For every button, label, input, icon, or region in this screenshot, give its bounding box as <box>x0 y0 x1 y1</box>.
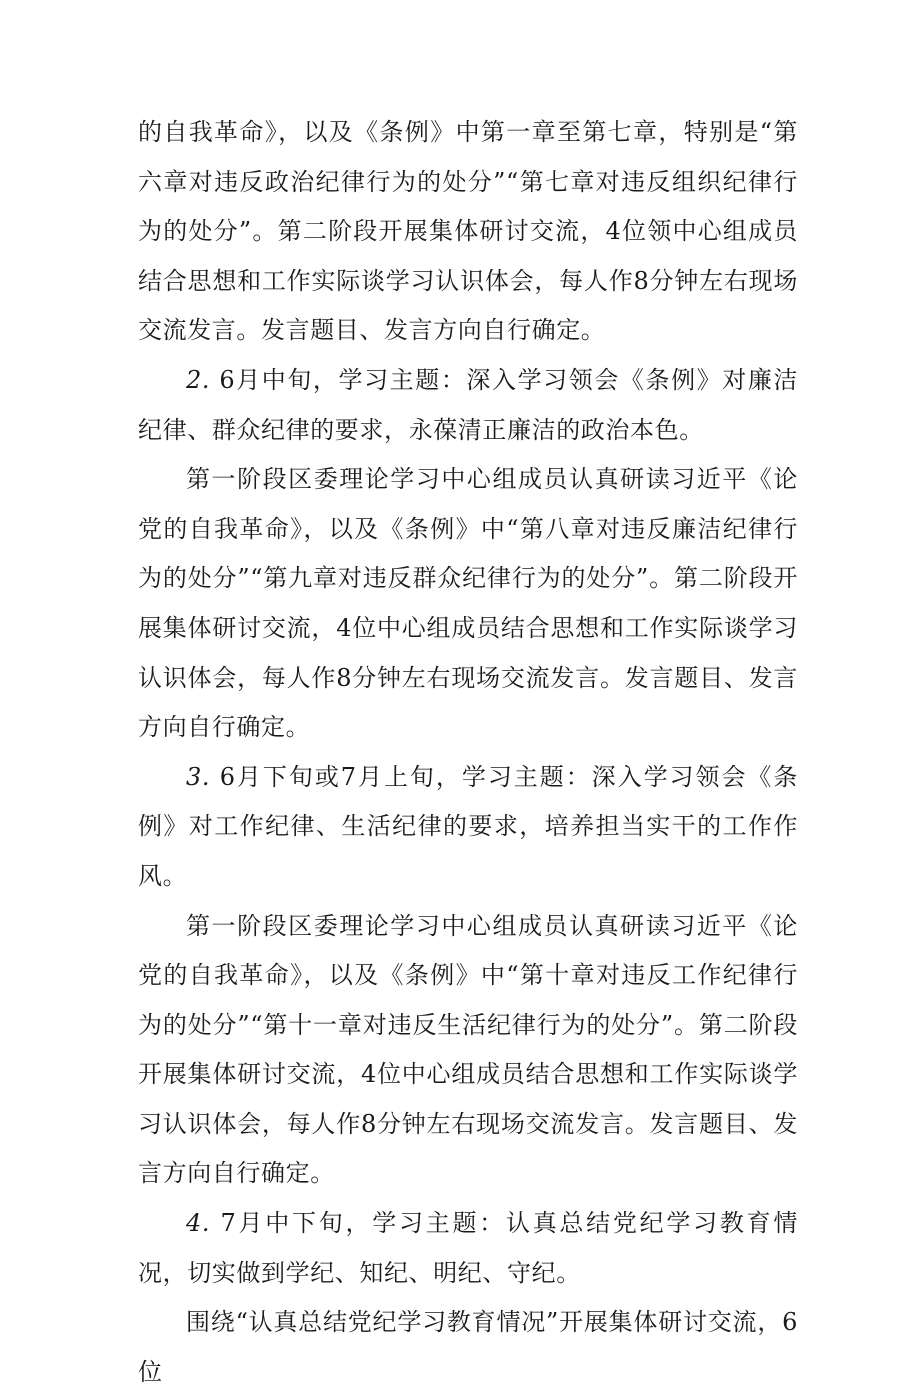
item-3-text: 6月下旬或7月上旬，学习主题：深入学习领会《条例》对工作纪律、生活纪律的要求，培养担当实干的工作作风。 <box>138 762 798 890</box>
item-number: 3. <box>186 762 211 791</box>
paragraph-item-2-detail: 第一阶段区委理论学习中心组成员认真研读习近平《论党的自我革命》，以及《条例》中“第八章对违反廉洁纪律行为的处分”“第九章对违反群众纪律行为的处分”。第二阶段开展集体研讨交流，4位中心组成员结合思想和工作实际谈学习认识体会，每人作8分钟左右现场交流发言。发言题目、发言方向自行确定。 <box>138 465 798 742</box>
paragraph-item-3 <box>138 753 798 902</box>
document-body <box>138 108 798 1397</box>
item-4-text: 7月中下旬，学习主题：认真总结党纪学习教育情况，切实做到学纪、知纪、明纪、守纪。 <box>138 1209 798 1287</box>
paragraph-item-4-detail: 围绕“认真总结党纪学习教育情况”开展集体研讨交流，6位 <box>138 1308 798 1386</box>
item-number: 4. <box>186 1209 211 1238</box>
paragraph-item-4 <box>138 1199 798 1298</box>
item-2-text: 6月中旬，学习主题：深入学习领会《条例》对廉洁纪律、群众纪律的要求，永葆清正廉洁的政治本色。 <box>138 365 798 444</box>
paragraph-item-2 <box>138 356 798 455</box>
paragraph-item-3-detail: 第一阶段区委理论学习中心组成员认真研读习近平《论党的自我革命》，以及《条例》中“第十章对违反工作纪律行为的处分”“第十一章对违反生活纪律行为的处分”。第二阶段开展集体研讨交流，4位中心组成员结合思想和工作实际谈学习认识体会，每人作8分钟左右现场交流发言。发言题目、发言方向自行确定。 <box>138 911 798 1188</box>
item-number: 2. <box>186 365 211 394</box>
paragraph-continuation: 的自我革命》，以及《条例》中第一章至第七章，特别是“第六章对违反政治纪律行为的处分”“第七章对违反组织纪律行为的处分”。第二阶段开展集体研讨交流，4位领中心组成员结合思想和工作实际谈学习认识体会，每人作8分钟左右现场交流发言。发言题目、发言方向自行确定。 <box>138 118 798 345</box>
